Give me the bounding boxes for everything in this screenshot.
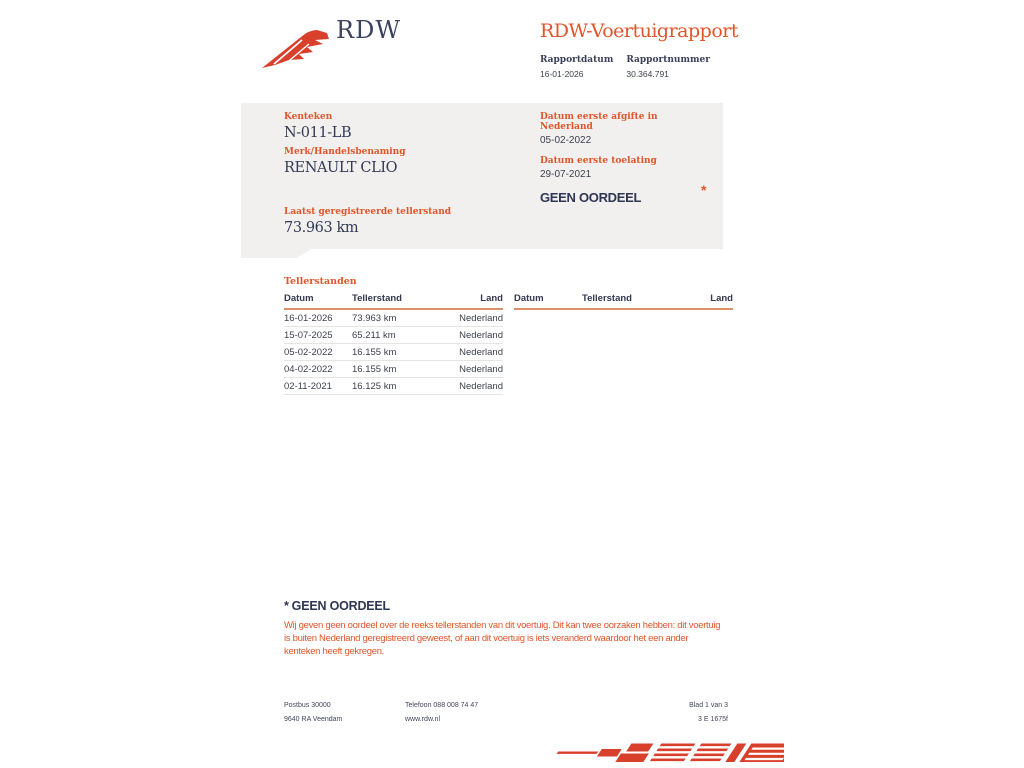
report-date-value: 16-01-2026: [540, 69, 584, 79]
rdw-logo-text: RDW: [336, 16, 401, 44]
meter-table-right-body: [514, 309, 733, 394]
table-row: 15-07-2025 65.211 km Nederland: [284, 327, 503, 344]
toelating-value: 29-07-2021: [540, 169, 592, 180]
footnote-heading: [284, 599, 724, 613]
meter-table-left: [284, 291, 503, 395]
tellerstand-label: Laatst geregistreerde tellerstand: [284, 207, 452, 217]
table-header-row: [284, 291, 503, 309]
footer-address: [284, 699, 342, 727]
footer-city: 9640 RA Veendam: [284, 716, 343, 723]
col-datum: Datum: [284, 291, 352, 309]
verdict-text: GEEN OORDEEL: [540, 190, 642, 205]
tellerstand-value: 73.963 km: [284, 220, 359, 236]
table-header-row: [514, 291, 733, 309]
kenteken-label: Kenteken: [284, 112, 333, 122]
footer-contact: [405, 699, 478, 727]
verdict-asterisk: *: [701, 182, 707, 198]
footer-postbus: Postbus 30000: [284, 702, 331, 709]
report-meta: [540, 55, 710, 79]
meter-table-left-body: [284, 309, 503, 395]
merk-value: RENAULT CLIO: [284, 160, 398, 176]
vehicle-summary-panel: [241, 103, 723, 249]
tellerstanden-section: [284, 276, 733, 395]
table-row: 04-02-2022 16.155 km Nederland: [284, 361, 503, 378]
report-date-field: [540, 55, 613, 79]
rdw-speedmark-graphic: [552, 742, 784, 764]
footer-page-number: Blad 1 van 3: [689, 702, 728, 709]
footer-form-code: 3 E 1675f: [698, 716, 728, 723]
tellerstanden-heading: Tellerstanden: [284, 276, 357, 287]
summary-left-column: [284, 112, 534, 242]
footnote-body: Wij geven geen oordeel over de reeks tellerstanden van dit voertuig. Dit kan twee oorzaken hebben: dit voertuig is buiten Nederland geregistreerd geweest, of aan dit voertuig is iets veranderd waardoor het een ander kenteken heeft gekregen.: [284, 620, 721, 657]
afgifte-value: 05-02-2022: [540, 135, 592, 146]
table-row: 16-01-2026 73.963 km Nederland: [284, 309, 503, 327]
col-tellerstand: Tellerstand: [352, 291, 436, 309]
footer-website[interactable]: www.rdw.nl: [405, 716, 441, 723]
afgifte-label: Datum eerste afgifte in Nederland: [540, 112, 658, 132]
panel-corner-tab: [241, 249, 312, 258]
table-row: 05-02-2022 16.155 km Nederland: [284, 344, 503, 361]
geen-oordeel-footnote: [284, 599, 724, 658]
kenteken-value: N-011-LB: [284, 125, 352, 141]
page-title: RDW-Voertuigrapport: [540, 20, 738, 42]
footnote-asterisk: *: [284, 599, 289, 613]
report-number-label: Rapportnummer: [626, 55, 710, 65]
col-land: Land: [436, 291, 503, 309]
rdw-wing-icon: [261, 27, 333, 71]
tellerstand-group: [284, 207, 534, 236]
footer-paging: [628, 699, 728, 727]
table-row: 02-11-2021 16.125 km Nederland: [284, 378, 503, 395]
report-number-field: [626, 55, 710, 79]
footnote-heading-text: GEEN OORDEEL: [291, 599, 390, 613]
merk-label: Merk/Handelsbenaming: [284, 147, 406, 157]
footer-phone: Telefoon 088 008 74 47: [405, 702, 479, 709]
meter-table-right: [514, 291, 733, 395]
report-date-label: Rapportdatum: [540, 55, 614, 65]
toelating-label: Datum eerste toelating: [540, 156, 657, 166]
col-tellerstand: Tellerstand: [582, 291, 666, 309]
col-datum: Datum: [514, 291, 582, 309]
col-land: Land: [666, 291, 733, 309]
summary-right-column: [540, 112, 708, 205]
report-number-value: 30.364.791: [626, 69, 669, 79]
